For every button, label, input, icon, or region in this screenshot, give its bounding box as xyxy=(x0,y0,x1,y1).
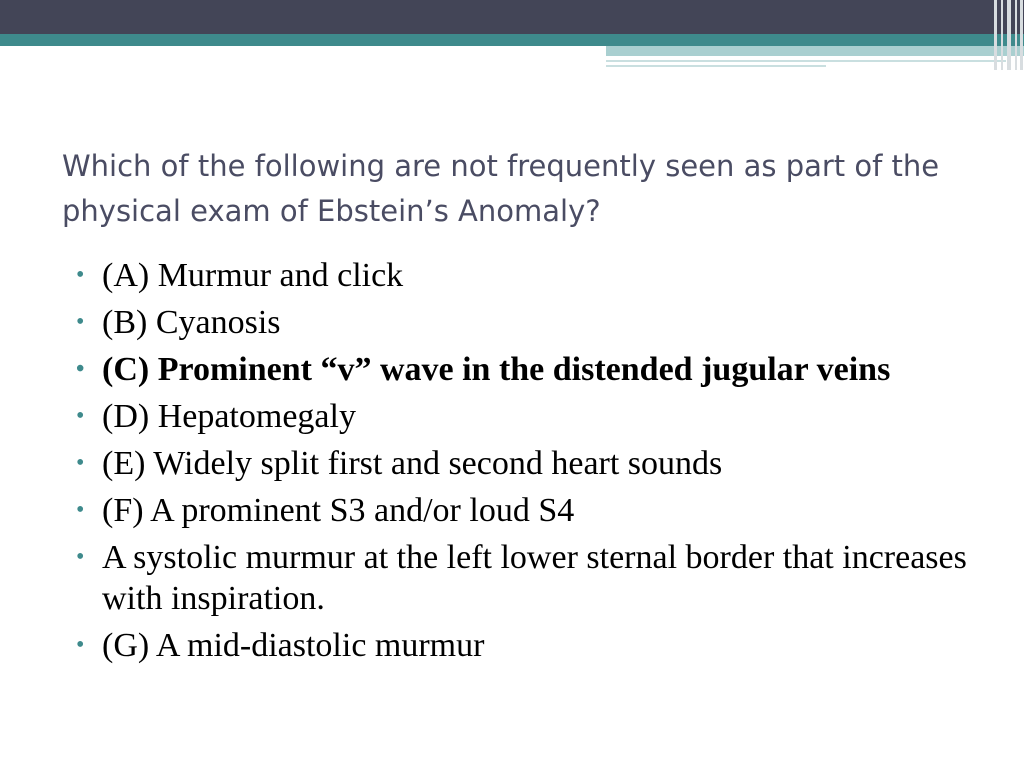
bullet-icon: • xyxy=(76,356,85,382)
header-accent-line xyxy=(606,60,1006,62)
header-dark-bar xyxy=(0,0,1024,34)
item-text: (G) A mid-diastolic murmur xyxy=(102,627,485,664)
bullet-icon: • xyxy=(76,450,85,476)
item-text: (E) Widely split first and second heart sounds xyxy=(102,445,723,482)
answer-list xyxy=(76,255,976,672)
header-light-band xyxy=(606,46,1024,56)
bullet-icon: • xyxy=(76,403,85,429)
list-item xyxy=(76,490,976,531)
item-text: (C) Prominent “v” wave in the distended jugular veins xyxy=(102,351,891,388)
list-item xyxy=(76,255,976,296)
list-item xyxy=(76,302,976,343)
header-vertical-stripes xyxy=(992,0,1024,70)
bullet-icon: • xyxy=(76,544,85,570)
header-teal-band xyxy=(0,34,1024,46)
item-text: (A) Murmur and click xyxy=(102,257,404,294)
list-item xyxy=(76,396,976,437)
item-text: (B) Cyanosis xyxy=(102,304,281,341)
item-text: (D) Hepatomegaly xyxy=(102,398,356,435)
list-item xyxy=(76,625,976,666)
list-item-correct xyxy=(76,349,976,390)
bullet-icon: • xyxy=(76,632,85,658)
list-item xyxy=(76,443,976,484)
slide-title: Which of the following are not frequently seen as part of the physical exam of Ebstein’s Anomaly? xyxy=(62,149,940,228)
item-text: (F) A prominent S3 and/or loud S4 xyxy=(102,492,575,529)
bullet-icon: • xyxy=(76,497,85,523)
header-accent-line-short xyxy=(606,65,826,67)
list-item xyxy=(76,537,976,619)
bullet-icon: • xyxy=(76,262,85,288)
item-text: A systolic murmur at the left lower sternal border that increases with inspiration. xyxy=(102,539,967,617)
bullet-icon: • xyxy=(76,309,85,335)
